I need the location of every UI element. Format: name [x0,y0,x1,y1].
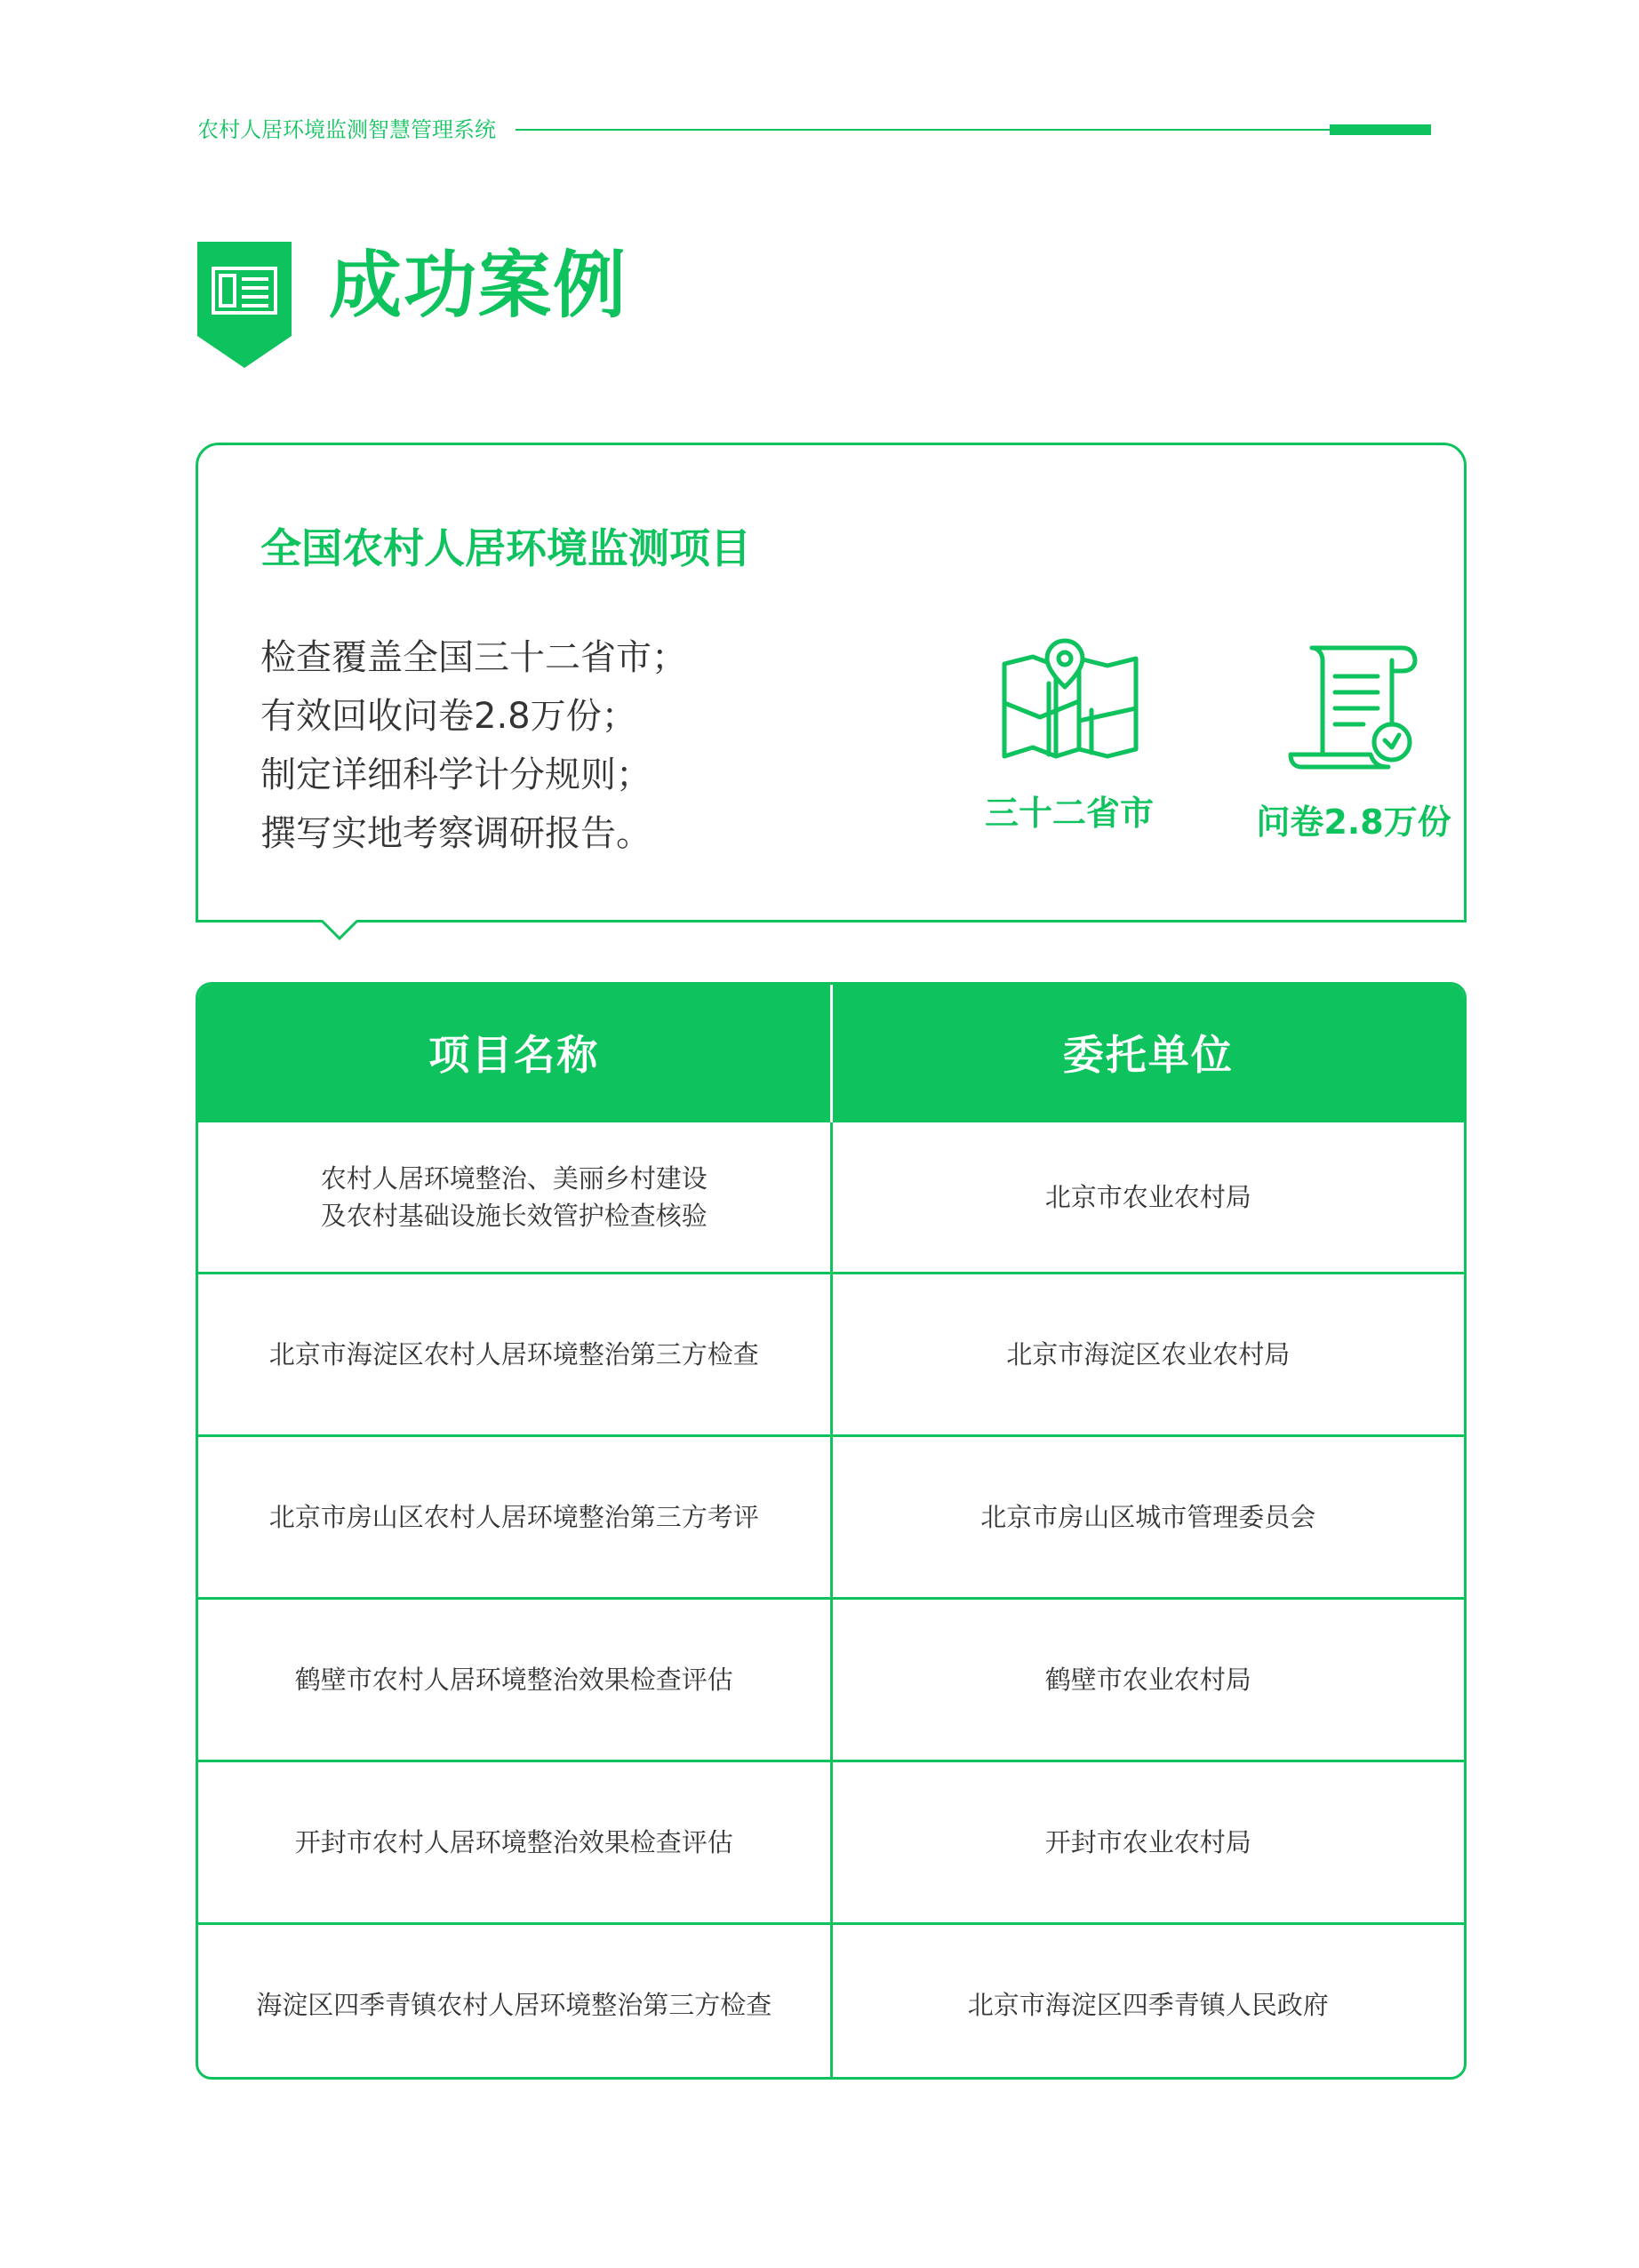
header-project-name: 项目名称 [198,985,831,1122]
project-name-line: 北京市海淀区农村人居环境整治第三方检查 [268,1339,759,1370]
project-description [260,628,687,863]
project-name-line: 开封市农村人居环境整治效果检查评估 [294,1827,733,1857]
client-cell: 开封市农业农村局 [831,1761,1464,1924]
card-pointer [322,920,357,941]
table-row [198,1122,1464,1274]
stat-survey [1238,641,1469,843]
table-row [198,1436,1464,1599]
project-line: 制定详细科学计分规则； [260,755,652,795]
project-name-line: 北京市房山区农村人居环境整治第三方考评 [268,1502,759,1532]
project-name-cell [198,1599,831,1761]
table-row [198,1599,1464,1761]
table-row [198,1761,1464,1924]
project-line: 检查覆盖全国三十二省市； [260,637,687,678]
cases-table [196,982,1467,2080]
project-title: 全国农村人居环境监测项目 [260,524,751,572]
client-cell: 北京市海淀区农业农村局 [831,1274,1464,1436]
stat-provinces [954,632,1185,835]
stat-provinces-label: 三十二省市 [984,794,1154,833]
project-name-cell [198,1274,831,1436]
newspaper-icon [197,242,292,368]
map-pin-icon [994,632,1145,765]
header-divider [516,129,1333,131]
client-cell: 鹤壁市农业农村局 [831,1599,1464,1761]
project-name-line: 海淀区四季青镇农村人居环境整治第三方检查 [256,1990,772,2020]
system-name: 农村人居环境监测智慧管理系统 [197,117,496,142]
project-name-line: 农村人居环境整治、美丽乡村建设 [320,1163,708,1194]
project-name-cell [198,1122,831,1274]
table-row [198,1274,1464,1436]
project-name-cell [198,1761,831,1924]
project-card [196,443,1467,922]
client-cell: 北京市房山区城市管理委员会 [831,1436,1464,1599]
document-scroll-icon [1278,641,1429,774]
project-name-cell [198,1924,831,2080]
project-line: 撰写实地考察调研报告。 [260,813,652,854]
project-name-cell [198,1436,831,1599]
client-cell: 北京市海淀区四季青镇人民政府 [831,1924,1464,2080]
project-name-line: 鹤壁市农村人居环境整治效果检查评估 [294,1665,733,1695]
section-title: 成功案例 [329,244,628,328]
project-name-line: 及农村基础设施长效管护检查核验 [320,1201,708,1231]
table-header-row [198,985,1464,1122]
header-client: 委托单位 [831,985,1464,1122]
stat-survey-label: 问卷2.8万份 [1256,803,1451,842]
client-cell: 北京市农业农村局 [831,1122,1464,1274]
project-line: 有效回收问卷2.8万份； [260,696,637,737]
table-row [198,1924,1464,2080]
header-accent-bar [1330,124,1431,135]
